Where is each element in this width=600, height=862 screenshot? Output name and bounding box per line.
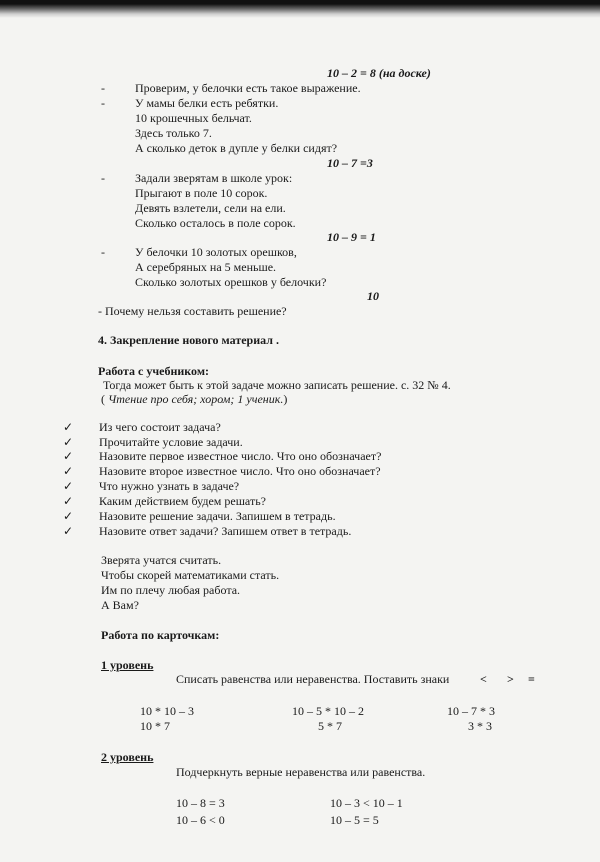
sign-greater: >: [507, 672, 514, 686]
dialog-line: Прыгают в поле 10 сорок.: [135, 186, 268, 200]
poem-line: Им по плечу любая работа.: [101, 583, 241, 597]
level-2-instruction: Подчеркнуть верные неравенства или равенства.: [176, 765, 426, 779]
checklist-item: Назовите второе известное число. Что оно обозначает?: [99, 464, 381, 478]
poem-line: Зверята учатся считать.: [101, 553, 222, 567]
card-expression: 10 – 5 * 10 – 2: [292, 704, 364, 718]
dialog-line: Задали зверятам в школе урок:: [135, 171, 293, 185]
sign-less: <: [480, 672, 487, 686]
level-1-title: 1 уровень: [101, 658, 154, 672]
dialog-line: А серебряных на 5 меньше.: [135, 260, 277, 274]
cards-heading: Работа по карточкам:: [101, 628, 220, 642]
textbook-line: Тогда может быть к этой задаче можно записать решение. с. 32 № 4.: [103, 378, 451, 392]
checkmark-icon: ✓: [63, 435, 74, 449]
card-expression: 10 – 8 = 3: [176, 796, 225, 810]
sign-equal: =: [528, 672, 535, 686]
question-line: - Почему нельзя составить решение?: [98, 304, 287, 318]
dialog-line: У мамы белки есть ребятки.: [135, 96, 279, 110]
poem-line: А Вам?: [101, 598, 139, 612]
level-1-instruction: Списать равенства или неравенства. Поставить знаки: [176, 672, 450, 686]
checkmark-icon: ✓: [63, 449, 74, 463]
equation-1: 10 – 2 = 8 (на доске): [327, 66, 431, 80]
checklist-item: Назовите первое известное число. Что оно обозначает?: [99, 449, 382, 463]
card-expression: 10 – 5 = 5: [330, 813, 379, 827]
card-expression: 10 * 10 – 3: [140, 704, 194, 718]
equation-2: 10 – 7 =3: [327, 156, 373, 170]
card-expression: 5 * 7: [318, 719, 342, 733]
dialog-line: А сколько деток в дупле у белки сидят?: [135, 141, 338, 155]
card-expression: 3 * 3: [468, 719, 492, 733]
card-expression: 10 * 7: [140, 719, 170, 733]
checklist-item: Прочитайте условие задачи.: [99, 435, 243, 449]
dialog-dash: -: [101, 171, 105, 185]
checkmark-icon: ✓: [63, 509, 74, 523]
dialog-line: Девять взлетели, сели на ели.: [135, 201, 286, 215]
checkmark-icon: ✓: [63, 524, 74, 538]
checklist-item: Назовите решение задачи. Запишем в тетрадь.: [99, 509, 336, 523]
dialog-line: Сколько золотых орешков у белочки?: [135, 275, 327, 289]
reading-modes: ( Чтение про себя; хором; 1 ученик.): [101, 392, 288, 406]
dialog-line: Сколько осталось в поле сорок.: [135, 216, 296, 230]
equation-4: 10: [367, 289, 379, 303]
dialog-line: У белочки 10 золотых орешков,: [135, 245, 297, 259]
poem-line: Чтобы скорей математиками стать.: [101, 568, 280, 582]
dialog-dash: -: [101, 96, 105, 110]
checkmark-icon: ✓: [63, 464, 74, 478]
textbook-heading: Работа с учебником:: [98, 364, 209, 378]
scan-top-edge: [0, 0, 600, 18]
section-heading: 4. Закрепление нового материал .: [98, 333, 279, 347]
dialog-dash: -: [101, 245, 105, 259]
card-expression: 10 – 7 * 3: [447, 704, 495, 718]
checklist-item: Назовите ответ задачи? Запишем ответ в тетрадь.: [99, 524, 352, 538]
card-expression: 10 – 6 < 0: [176, 813, 225, 827]
dialog-line: Здесь только 7.: [135, 126, 212, 140]
card-expression: 10 – 3 < 10 – 1: [330, 796, 403, 810]
dialog-dash: -: [101, 81, 105, 95]
dialog-line: Проверим, у белочки есть такое выражение.: [135, 81, 361, 95]
level-2-title: 2 уровень: [101, 750, 154, 764]
checkmark-icon: ✓: [63, 420, 74, 434]
checklist-item: Из чего состоит задача?: [99, 420, 221, 434]
checkmark-icon: ✓: [63, 494, 74, 508]
checklist-item: Что нужно узнать в задаче?: [99, 479, 240, 493]
dialog-line: 10 крошечных бельчат.: [135, 111, 252, 125]
checklist-item: Каким действием будем решать?: [99, 494, 266, 508]
equation-3: 10 – 9 = 1: [327, 230, 376, 244]
checkmark-icon: ✓: [63, 479, 74, 493]
